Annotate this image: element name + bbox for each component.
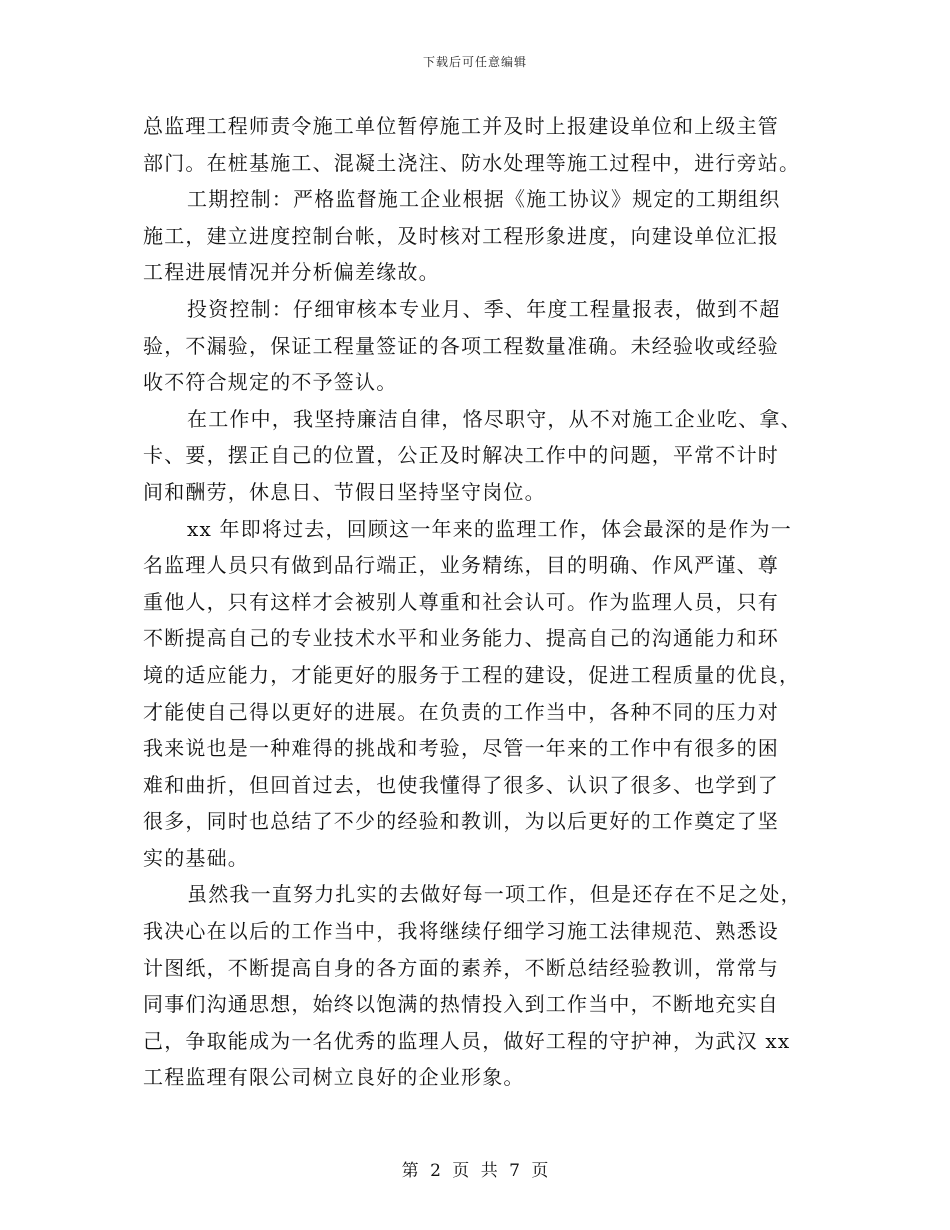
text-line: 卡、要，摆正自己的位置，公正及时解决工作中的问题，平常不计时 bbox=[143, 443, 779, 468]
text-line: 我来说也是一种难得的挑战和考验，尽管一年来的工作中有很多的困 bbox=[143, 736, 779, 761]
document-body bbox=[143, 108, 811, 1096]
text-line: 部门。在桩基施工、混凝土浇注、防水处理等施工过程中，进行旁站。 bbox=[143, 150, 801, 175]
text-line: 工期控制：严格监督施工企业根据《施工协议》规定的工期组织 bbox=[187, 187, 781, 212]
text-line: 同事们沟通思想，始终以饱满的热情投入到工作当中，不断地充实自 bbox=[143, 992, 779, 1017]
text-line: 才能使自己得以更好的进展。在负责的工作当中，各种不同的压力对 bbox=[143, 699, 779, 724]
text-line: 重他人，只有这样才会被别人尊重和社会认可。作为监理人员，只有 bbox=[143, 589, 779, 614]
page-footer: 第 2 页 共 7 页 bbox=[401, 1161, 549, 1181]
text-line: 在工作中，我坚持廉洁自律，恪尽职守，从不对施工企业吃、拿、 bbox=[187, 406, 802, 431]
text-line: 不断提高自己的专业技术水平和业务能力、提高自己的沟通能力和环 bbox=[143, 626, 779, 651]
text-line: 计图纸，不断提高自身的各方面的素养，不断总结经验教训，常常与 bbox=[143, 955, 779, 980]
text-line: 很多，同时也总结了不少的经验和教训，为以后更好的工作奠定了坚 bbox=[143, 809, 779, 834]
text-line: 验，不漏验，保证工程量签证的各项工程数量准确。未经验收或经验 bbox=[143, 333, 779, 358]
text-line: 境的适应能力，才能更好的服务于工程的建设，促进工程质量的优良， bbox=[143, 662, 801, 687]
text-line: 投资控制：仔细审核本专业月、季、年度工程量报表，做到不超 bbox=[187, 296, 781, 321]
text-line: 己，争取能成为一名优秀的监理人员，做好工程的守护神，为武汉 xx bbox=[143, 1028, 791, 1053]
text-line: 总监理工程师责令施工单位暂停施工并及时上报建设单位和上级主管 bbox=[143, 114, 779, 138]
text-line: 虽然我一直努力扎实的去做好每一项工作，但是还存在不足之处， bbox=[187, 882, 802, 907]
text-line: 间和酬劳，休息日、节假日坚持坚守岗位。 bbox=[143, 479, 546, 504]
text-line: 我决心在以后的工作当中，我将继续仔细学习施工法律规范、熟悉设 bbox=[143, 919, 779, 944]
text-line: 工程监理有限公司树立良好的企业形象。 bbox=[143, 1065, 525, 1090]
text-line: 名监理人员只有做到品行端正，业务精练，目的明确、作风严谨、尊 bbox=[143, 553, 779, 578]
text-line: xx 年即将过去，回顾这一年来的监理工作，体会最深的是作为一 bbox=[187, 516, 792, 541]
page-header: 下载后可任意编辑 bbox=[422, 55, 527, 69]
text-line: 难和曲折，但回首过去，也使我懂得了很多、认识了很多、也学到了 bbox=[143, 772, 779, 797]
text-line: 收不符合规定的不予签认。 bbox=[143, 370, 398, 395]
text-line: 实的基础。 bbox=[143, 845, 249, 870]
text-line: 施工，建立进度控制台帐，及时核对工程形象进度，向建设单位汇报 bbox=[143, 223, 779, 248]
text-line: 工程进展情况并分析偏差缘故。 bbox=[143, 260, 440, 285]
